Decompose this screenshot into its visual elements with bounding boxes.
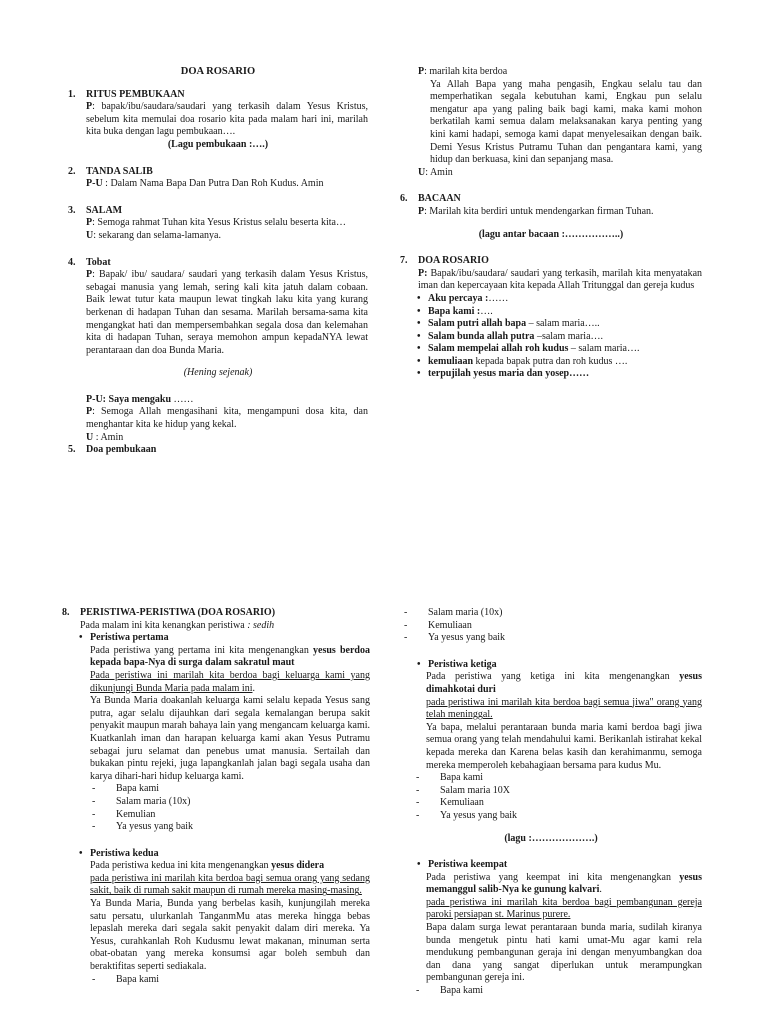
ritus-pembukaan-text: P: bapak/ibu/saudara/saudari yang terkasih dalam Yesus Kristus, sebelum kita memulai doa rosario kita pada malam hari ini, marilah kita buka dengan lagu pembukaan…. bbox=[86, 101, 368, 138]
list-item: - Ya yesus yang baik bbox=[440, 810, 702, 823]
peristiwa-ketiga bbox=[400, 659, 702, 672]
section-doa-rosario: 7. DOA ROSARIO bbox=[400, 255, 489, 267]
peristiwa-ketiga-list bbox=[400, 772, 702, 822]
list-item: - Kemulian bbox=[116, 809, 370, 822]
doa-rosario-text: P: Bapak/ibu/saudara/ saudari yang terkasih, marilah kita menyatakan iman dan kepercayaan kita kepada Allah Tritunggal dan gereja kudus bbox=[418, 267, 703, 292]
peristiwa-keempat-text: Pada peristiwa yang keempat ini kita mengenangkan yesus memanggul salib-Nya ke gunung kalvari. pada peristiwa ini marilah kita berdoa bagi pembangunan gereja paroki persiapan st. Marinus purere. Bapa dalam surga lewat perantaraan bunda maria, sudilah kiranya bunda mengetuk pintu hati kami umat-Mu agar kami rela mendukung pembangunan geraja ini dengan menyumbangkan doa dan dana yang sangat diperlukan untuk merampungkan pembangunan gereja ini. bbox=[426, 871, 702, 984]
list-item: • terpujilah yesus maria dan yosep…… bbox=[428, 368, 702, 381]
peristiwa-pertama-text: Pada peristiwa yang pertama ini kita mengenangkan yesus berdoa kepada bapa-Nya di surga dalam sakratul maut Pada peristiwa ini marilah kita berdoa bagi keluarga kami yang dikunjungi Bunda Maria pada malam ini. Ya Bunda Maria doakanlah keluarga kami selalu kepada Yesus sang putra, agar selalu dijauhkan dari segala kemalangan berupa sakit penyakit maupun marah bahaya lain yang mengancam keluarga kami. Kuatkanlah iman dan harapan keluarga kami akan Yesus Putramu sebagai juru selamat dan penebus umat manusia. Sertailah dan bukakan pintu rejeki, juga lapangkanlah jalan bagi segala usaha dan karya dihari-hari hidup keluarga kami. bbox=[90, 644, 370, 782]
lagu-pembukaan: (Lagu pembukaan :….) bbox=[167, 138, 269, 150]
list-item: - Bapa kami bbox=[440, 985, 702, 998]
list-item: - Bapa kami bbox=[116, 783, 370, 796]
list-item: • Salam putri allah bapa – salam maria….. bbox=[428, 318, 702, 331]
section-tobat: 4. Tobat bbox=[68, 256, 111, 268]
section-doa-pembukaan: 5. Doa pembukaan bbox=[68, 444, 157, 456]
lagu-peristiwa: (lagu :……………….) bbox=[504, 832, 598, 844]
list-item: • Salam bunda allah putra –salam maria…. bbox=[428, 331, 702, 344]
doa-rosario-list bbox=[400, 293, 702, 381]
peristiwa-pertama-list bbox=[62, 783, 370, 833]
list-item: - Salam maria (10x) bbox=[428, 607, 702, 620]
peristiwa-kedua bbox=[62, 848, 370, 861]
peristiwa-title: Peristiwa kedua bbox=[90, 847, 159, 859]
top-left-column bbox=[68, 66, 368, 457]
peristiwa-kedua-text: Pada peristiwa kedua ini kita mengenangkan yesus didera pada peristiwa ini marilah kita berdoa bagi semua orang yang sedang sakit, baik di rumah sakit maupun di rumah mereka masing-masing. Ya Bunda Maria, Bunda yang berbelas kasih, kunjungilah mereka satu persatu, ulurkanlah TanganmMu atas mereka hingga bebas lepaslah mereka dari segala sakit penyakit dalam diri mereka. Ya Yesus, curahkanlah Roh Kudusmu lewat makanan, minuman serta obat-obatan yang mereka konsumsi agar boleh sembuh dan beraktifitas seperti sediakala. bbox=[90, 860, 370, 973]
section-ritus-pembukaan: 1. RITUS PEMBUKAAN bbox=[68, 88, 185, 100]
doa-pembukaan-text: P: marilah kita berdoa Ya Allah Bapa yang maha pengasih, Engkau selalu tau dan memperhatikan segala kebutuhan kami, Engkau pun selalu mengatur apa yang paling baik bagi kami, maka kami mohon berkatilah kami semua dalam melaksanakan karya penting yang kini kami hadapi, semoga kami dapat menyelesaikan dengan baik. Demi Yesus Kristus Putramu Tuhan dan pengantara kami, yang hidup dan berkuasa, kini dan sepanjang masa. U: Amin bbox=[418, 66, 702, 178]
bottom-left-column bbox=[62, 607, 370, 986]
list-item: - Ya yesus yang baik bbox=[116, 821, 370, 834]
list-item: - Salam maria 10X bbox=[440, 785, 702, 798]
document-title: DOA ROSARIO bbox=[180, 66, 256, 77]
list-item: • Salam mempelai allah roh kudus – salam maria…. bbox=[428, 343, 702, 356]
list-item: • Bapa kami :…. bbox=[428, 306, 702, 319]
list-item: • Aku percaya :…… bbox=[428, 293, 702, 306]
section-bacaan: 6. BACAAN bbox=[400, 193, 461, 205]
tobat-text: P: Bapak/ ibu/ saudara/ saudari yang terkasih dalam Yesus Kristus, sebagai manusia yang lemah, sering kali kita jatuh dalam cobaan. Baik lewat tutur kata maupun lewat tingkah laku kita yang kurang berkenan di hadapan Tuhan dan sesama. Marilah bersama-sama kita mengangkat hati dan mempersembahkan segala dosa dan kelemahan kita di hadapan Tuhan, seraya memohon ampun kepadaNYA lewat perantaraan dan doa Bunda Maria. bbox=[86, 269, 368, 356]
section-salam: 3. SALAM bbox=[68, 204, 123, 216]
peristiwa-kedua-list bbox=[62, 974, 370, 987]
list-item: - Kemuliaan bbox=[428, 620, 702, 633]
bacaan-text: P: Marilah kita berdiri untuk mendengarkan firman Tuhan. bbox=[418, 205, 654, 217]
peristiwa-ketiga-text: Pada peristiwa yang ketiga ini kita mengenangkan yesus dimahkotai duri pada peristiwa ini marilah kita berdoa bagi semua jiwa" orang yang telah meninggal. Ya bapa, melalui perantaraan bunda maria kami berdoa bagi jiwa semua orang yang telah mendahului kami. Berikanlah istirahat kekal kepada mereka dan Karena belas kasih dan kerahimanmu, semoga mereka memperoleh kebahagiaan bersama para kudus Mu. bbox=[426, 671, 702, 771]
peristiwa-keempat bbox=[400, 859, 702, 872]
peristiwa-pertama bbox=[62, 632, 370, 645]
section-peristiwa: 8. PERISTIWA-PERISTIWA (DOA ROSARIO) bbox=[62, 607, 276, 618]
peristiwa-intro: Pada malam ini kita kenangkan peristiwa : sedih bbox=[80, 619, 275, 631]
list-item: - Bapa kami bbox=[440, 772, 702, 785]
list-item: - Ya yesus yang baik bbox=[428, 632, 702, 645]
list-item: - Bapa kami bbox=[116, 974, 370, 987]
peristiwa-title: Peristiwa pertama bbox=[90, 632, 169, 644]
carry-over-list bbox=[400, 607, 702, 645]
bottom-right-column bbox=[400, 607, 702, 998]
tobat-responses: P-U: Saya mengaku …… P: Semoga Allah mengasihani kita, mengampuni dosa kita, dan menghantar kita ke hidup yang kekal. U : Amin bbox=[86, 393, 368, 443]
lagu-antar-bacaan: (lagu antar bacaan :……………..) bbox=[478, 228, 624, 240]
peristiwa-keempat-list bbox=[400, 985, 702, 998]
list-item: - Kemuliaan bbox=[440, 797, 702, 810]
salam-text: P: Semoga rahmat Tuhan kita Yesus Kristus selalu beserta kita… U: sekarang dan selama-lamanya. bbox=[86, 217, 346, 241]
list-item: • kemuliaan kepada bapak putra dan roh kudus …. bbox=[428, 356, 702, 369]
top-right-column bbox=[400, 66, 702, 381]
peristiwa-title: Peristiwa keempat bbox=[428, 859, 508, 871]
hening-sejenak: (Hening sejenak) bbox=[183, 367, 253, 379]
tanda-salib-text: P-U : Dalam Nama Bapa Dan Putra Dan Roh Kudus. Amin bbox=[86, 178, 324, 190]
section-tanda-salib: 2. TANDA SALIB bbox=[68, 165, 153, 177]
peristiwa-title: Peristiwa ketiga bbox=[428, 658, 497, 670]
list-item: - Salam maria (10x) bbox=[116, 796, 370, 809]
